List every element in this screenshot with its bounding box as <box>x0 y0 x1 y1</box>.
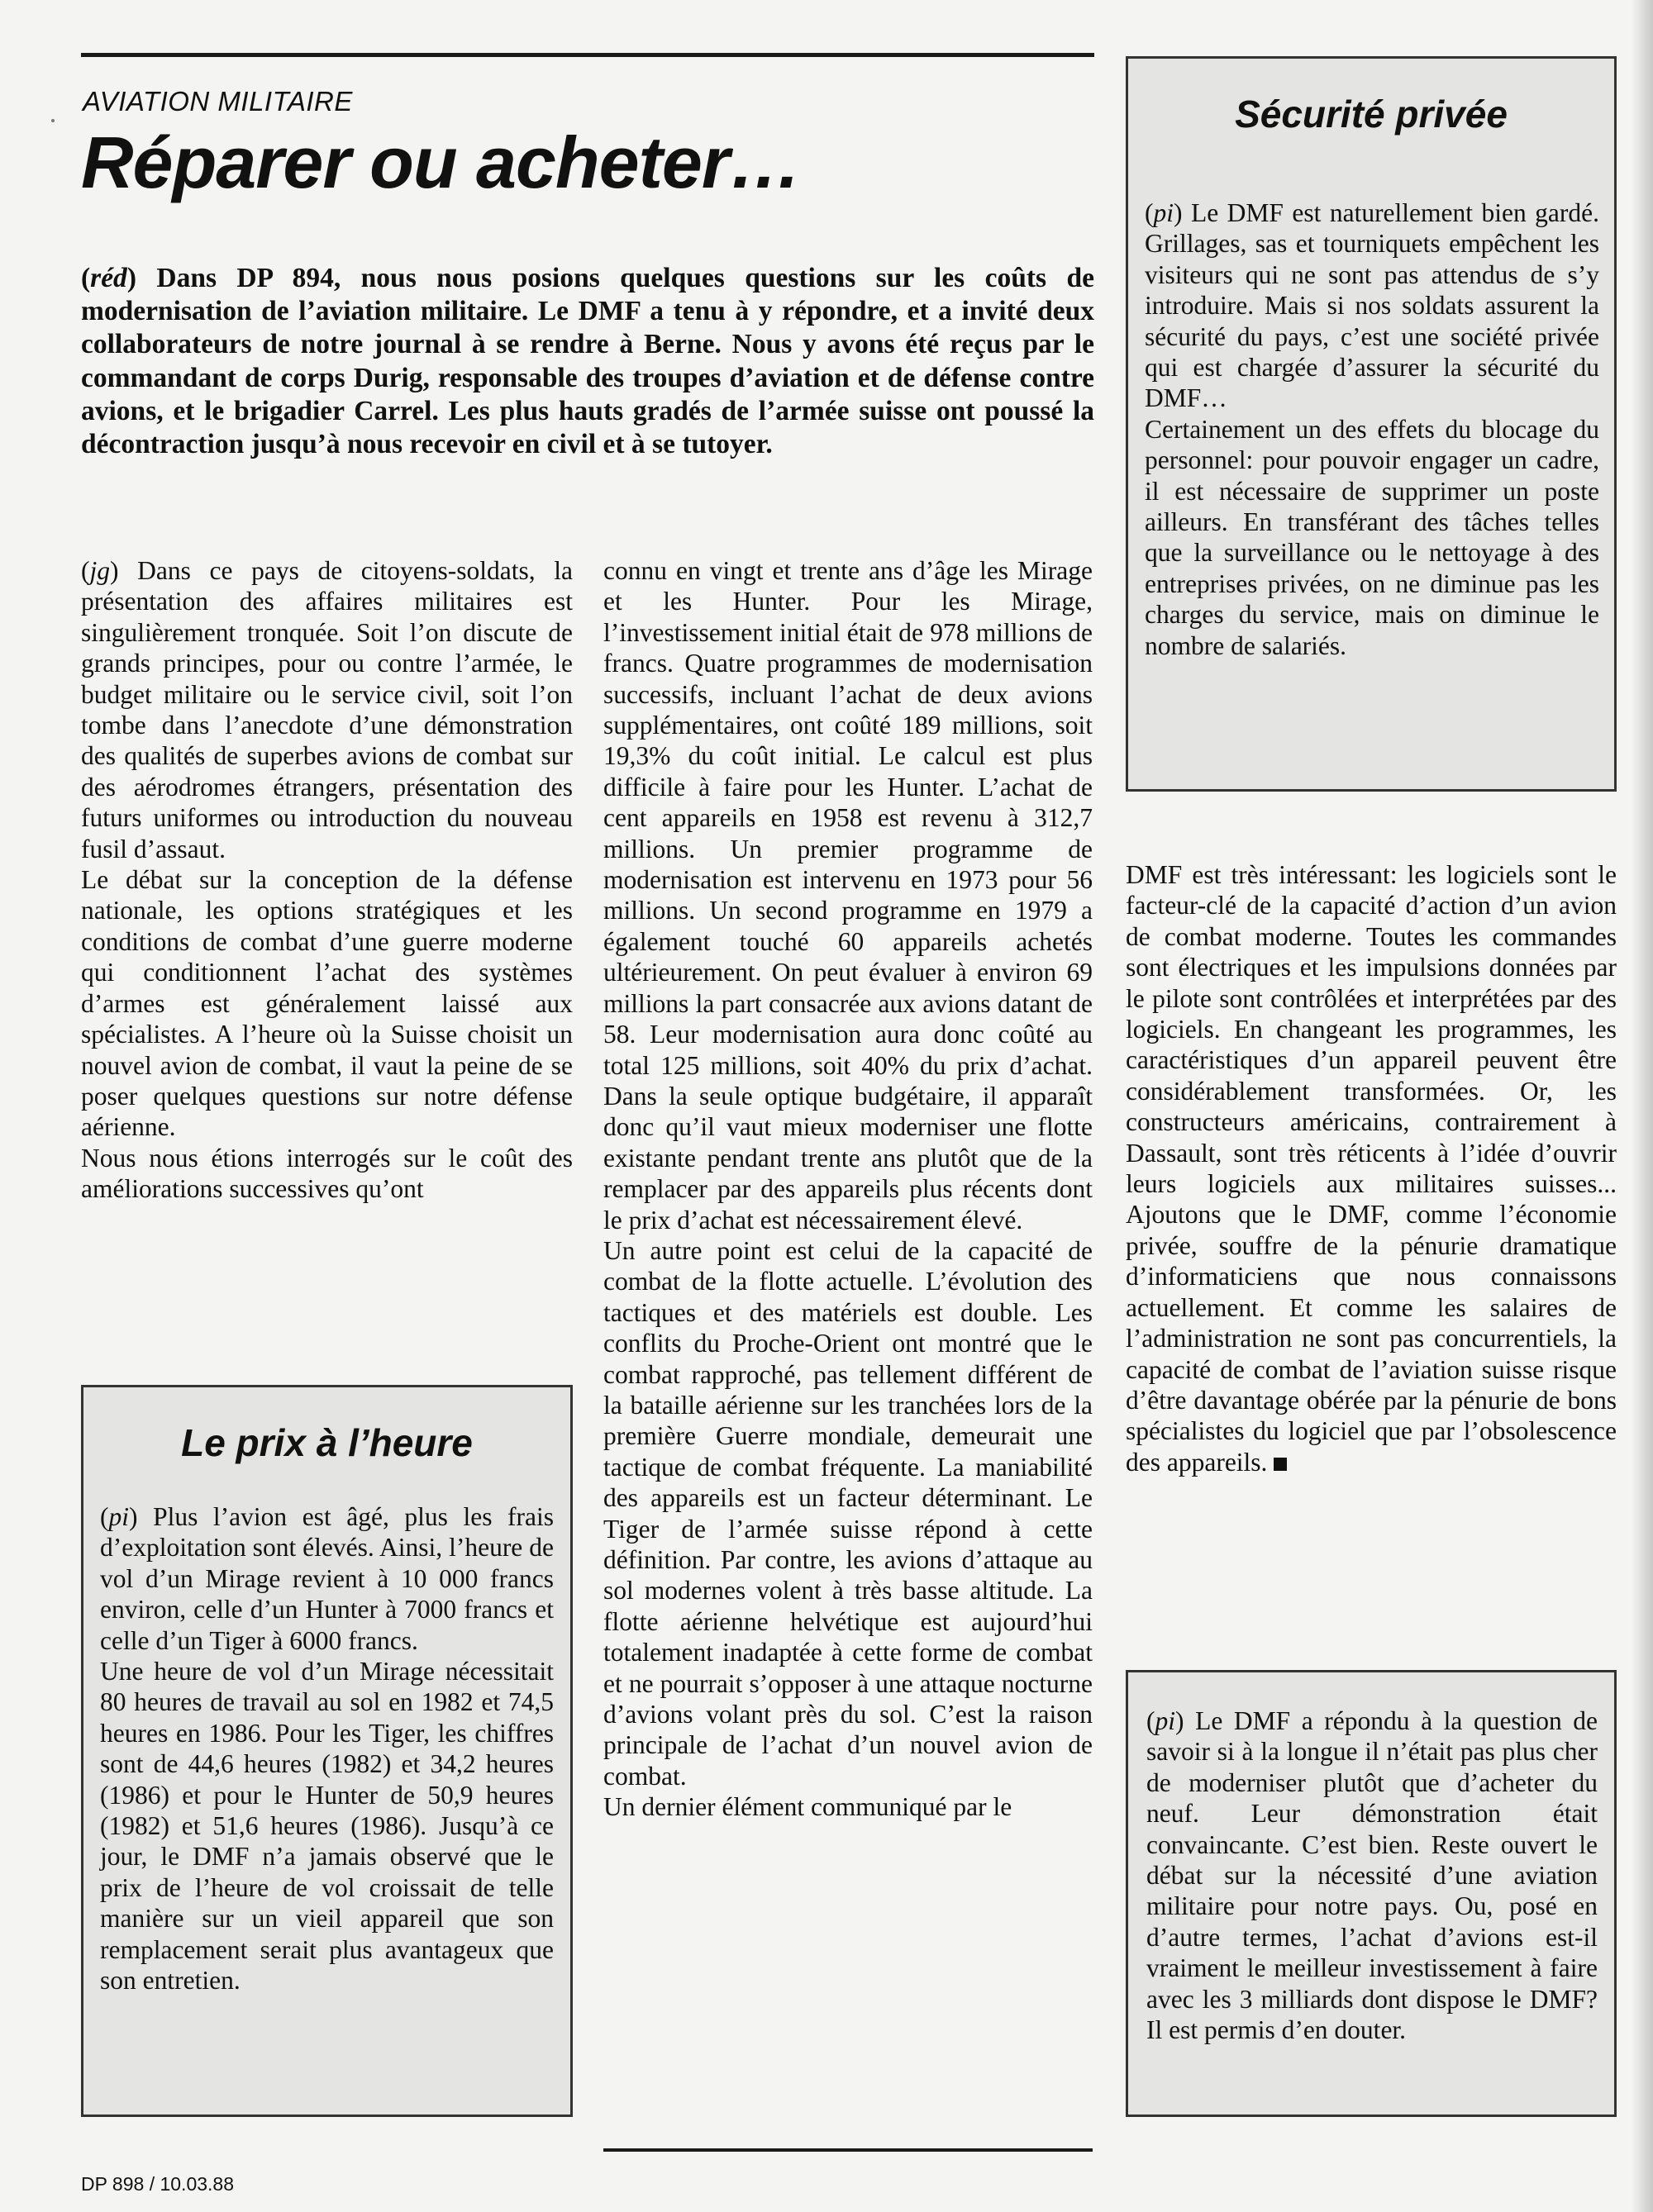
margin-dot <box>51 119 55 122</box>
col1-author-tag: jg <box>89 556 111 585</box>
col1-paragraph-3: Nous nous étions interrogés sur le coût des améliorations successives qu’ont <box>81 1143 573 1204</box>
sidebar-securite-privee <box>1126 56 1617 792</box>
col2-paragraph-2: Un autre point est celui de la capacité de combat de la flotte actuelle. L’évolution des tactiques et des matériels est double. Les conflits du Proche-Orient ont montré que le combat rapproché, pas tellement différent de la bataille aérienne sur les tranchées lors de la première Guerre mondiale, demeurait une tactique de combat fréquente. La maniabilité des appareils est un facteur déterminant. Le Tiger de l’armée suisse répond à cette définition. Par contre, les avions d’attaque au sol modernes volent à très basse altitude. La flotte aérienne helvétique est aujourd’hui totalement inadaptée à cette forme de combat et ne pourrait s’opposer à une attaque nocturne d’avions volant près du sol. C’est la raison principale de l’achat d’un nouvel avion de combat. <box>603 1235 1093 1791</box>
top-rule <box>81 53 1094 57</box>
sidebar-conclusion <box>1126 1670 1617 2117</box>
article-column-2 <box>603 555 1093 1823</box>
article-lead: (réd) Dans DP 894, nous nous posions quelques questions sur les coûts de modernisation de l’aviation militaire. Le DMF a tenu à y répondre, et a invité deux collaborateurs de notre journal à se rendre à Berne. Nous y avons été reçus par le commandant de corps Durig, responsable des troupes d’aviation et de défense contre avions, et le brigadier Carrel. Les plus hauts gradés de l’armée suisse ont poussé la décontraction jusqu’à nous recevoir en civil et à se tutoyer. <box>81 263 1094 460</box>
col1-paragraph-1-text: Dans ce pays de citoyens-soldats, la présentation des affaires militaires est singulièrement tronquée. Soit l’on discute de grands principes, pour ou contre l’armée, le budget militaire ou le service civil, soit l’on tombe dans l’anecdote d’une démonstration des qualités de superbes avions de combat sur des aérodromes étrangers, présentation des futurs uniformes ou introduction du nouveau fusil d’assaut. <box>81 556 573 863</box>
sidebar-prix-paragraph-2: Une heure de vol d’un Mirage nécessitait 80 heures de travail au sol en 1982 et 74,5 heures en 1986. Pour les Tiger, les chiffres sont de 44,6 heures (1982) et 34,2 heures (1986) et pour le Hunter de 50,9 heures (1982) et 51,6 heures (1986). Jusqu’à ce jour, le DMF n’a jamais observé que le prix de l’heure de vol croissait de telle manière sur un vieil appareil que son remplacement serait plus avantageux que son entretien. <box>100 1657 554 1996</box>
lead-author-tag: réd <box>90 263 127 293</box>
issue-footer: DP 898 / 10.03.88 <box>81 2173 234 2195</box>
sidebar-prix-body <box>100 1501 554 1996</box>
end-of-article-mark <box>1274 1458 1287 1471</box>
sidebar-securite-body <box>1145 197 1599 661</box>
col1-paragraph-1: (jg) Dans ce pays de citoyens-soldats, la présentation des affaires militaires est singulièrement tronquée. Soit l’on discute de grands principes, pour ou contre l’armée, le budget militaire ou le service civil, soit l’on tombe dans l’anecdote d’une démonstration des qualités de superbes avions de combat sur des aérodromes étrangers, présentation des futurs uniformes ou introduction du nouveau fusil d’assaut. <box>81 556 573 863</box>
sidebar-prix-author-tag: pi <box>108 1502 130 1531</box>
page-edge-shadow <box>1632 0 1653 2212</box>
sidebar-securite-paragraph-1-text: Le DMF est naturellement bien gardé. Grillages, sas et tourniquets empêchent les visiteurs qui ne sont pas attendus de s’y introduire. Mais si nos soldats assurent la sécurité du pays, c’est une société privée qui est chargée d’assurer la sécurité du DMF… <box>1145 198 1599 413</box>
sidebar-securite-title: Sécurité privée <box>1235 93 1508 136</box>
sidebar-conclusion-author-tag: pi <box>1155 1706 1176 1735</box>
sidebar-securite-paragraph-2: Certainement un des effets du blocage du personnel: pour pouvoir engager un cadre, il est nécessaire de supprimer un poste ailleurs. En transférant des tâches telles que la surveillance ou le nettoyage à des entreprises privées, on ne diminue pas les charges du service, mais on diminue le nombre de salariés. <box>1145 414 1599 660</box>
lead-text: Dans DP 894, nous nous posions quelques questions sur les coûts de modernisation de l’aviation militaire. Le DMF a tenu à y répondre, et a invité deux collaborateurs de notre journal à se rendre à Berne. Nous y avons été reçus par le commandant de corps Durig, responsable des troupes d’aviation et de défense contre avions, et le brigadier Carrel. Les plus hauts gradés de l’armée suisse ont poussé la décontraction jusqu’à nous recevoir en civil et à se tutoyer. <box>81 263 1094 460</box>
col2-paragraph-1: connu en vingt et trente ans d’âge les Mirage et les Hunter. Pour les Mirage, l’investissement initial était de 978 millions de francs. Quatre programmes de modernisation successifs, incluant l’achat de deux avions supplémentaires, ont coûté 189 millions, soit 19,3% du coût initial. Le calcul est plus difficile à faire pour les Hunter. L’achat de cent appareils en 1958 est revenu à 312,7 millions. Un premier programme de modernisation est intervenu en 1973 pour 56 millions. Un second programme en 1979 a également touché 60 appareils achetés ultérieurement. On peut évaluer à environ 69 millions la part consacrée aux avions datant de 58. Leur modernisation aura donc coûté au total 125 millions, soit 40% du prix d’achat. Dans la seule optique budgétaire, il apparaît donc qu’il vaut mieux moderniser une flotte existante pendant trente ans plutôt que de la remplacer par des appareils plus récents dont le prix d’achat est nécessairement élevé. <box>603 556 1093 1234</box>
article-column-3 <box>1126 859 1617 1477</box>
col3-paragraph-1-text: DMF est très intéressant: les logiciels sont le facteur-clé de la capacité d’action d’un avion de combat moderne. Toutes les commandes sont électriques et les impulsions données par le pilote sont contrôlées et interprétées par des logiciels. En changeant les programmes, les caractéristiques d’un appareil peuvent être considérablement transformées. Or, les constructeurs américains, contrairement à Dassault, sont très réticents à l’idée d’ouvrir leurs logiciels aux militaires suisses... Ajoutons que le DMF, comme l’économie privée, souffre de la pénurie dramatique d’informaticiens que nous connaissons actuellement. Et comme les salaires de l’administration ne sont pas concurrentiels, la capacité de combat de l’aviation suisse risque d’être davantage obérée par la pénurie de bons spécialistes du logiciel que par l’obsolescence des appareils. <box>1126 860 1617 1477</box>
article-title: Réparer ou acheter… <box>81 121 802 203</box>
column-2-end-rule <box>603 2148 1093 2152</box>
article-column-1 <box>81 555 573 1205</box>
col1-paragraph-2: Le débat sur la conception de la défense nationale, les options stratégiques et les conditions de combat d’une guerre moderne qui conditionnent l’achat des systèmes d’armes est généralement laissé aux spécialistes. A l’heure où la Suisse choisit un nouvel avion de combat, il vaut la peine de se poser quelques questions sur notre défense aérienne. <box>81 865 573 1142</box>
sidebar-securite-author-tag: pi <box>1153 198 1174 227</box>
sidebar-prix-title: Le prix à l’heure <box>181 1421 473 1464</box>
col2-paragraph-3: Un dernier élément communiqué par le <box>603 1792 1012 1822</box>
sidebar-prix-paragraph-1: (pi) Plus l’avion est âgé, plus les frais d’exploitation sont élevés. Ainsi, l’heure de vol d’un Mirage revient à 10 000 francs environ, celle d’un Hunter à 7000 francs et celle d’un Tiger à 6000 francs. <box>100 1502 554 1655</box>
sidebar-prix-paragraph-1-text: Plus l’avion est âgé, plus les frais d’exploitation sont élevés. Ainsi, l’heure de vol d’un Mirage revient à 10 000 francs environ, celle d’un Hunter à 7000 francs et celle d’un Tiger à 6000 francs. <box>100 1502 554 1655</box>
sidebar-securite-paragraph-1: (pi) Le DMF est naturellement bien gardé. Grillages, sas et tourniquets empêchent les visiteurs qui ne sont pas attendus de s’y introduire. Mais si nos soldats assurent la sécurité du pays, c’est une société privée qui est chargée d’assurer la sécurité du DMF… <box>1145 198 1599 413</box>
sidebar-conclusion-body <box>1146 1705 1598 2045</box>
sidebar-conclusion-text: Le DMF a répondu à la question de savoir si à la longue il n’était pas plus cher de moderniser plutôt que d’acheter du neuf. Leur démonstration était convaincante. C’est bien. Reste ouvert le débat sur la nécessité d’une aviation militaire pour notre pays. Ou, posé en d’autre termes, l’achat d’avions est-il vraiment le meilleur investissement à faire avec les 3 milliards dont dispose le DMF? Il est permis d’en douter. <box>1146 1706 1598 2045</box>
col3-paragraph-1 <box>1126 859 1617 1477</box>
sidebar-conclusion-paragraph: (pi) Le DMF a répondu à la question de savoir si à la longue il n’était pas plus cher de moderniser plutôt que d’acheter du neuf. Leur démonstration était convaincante. C’est bien. Reste ouvert le débat sur la nécessité d’une aviation militaire pour notre pays. Ou, posé en d’autre termes, l’achat d’avions est-il vraiment le meilleur investissement à faire avec les 3 milliards dont dispose le DMF? Il est permis d’en douter. <box>1146 1706 1598 2045</box>
article-kicker: AVIATION MILITAIRE <box>83 86 353 117</box>
sidebar-prix-a-l-heure <box>81 1385 573 2117</box>
